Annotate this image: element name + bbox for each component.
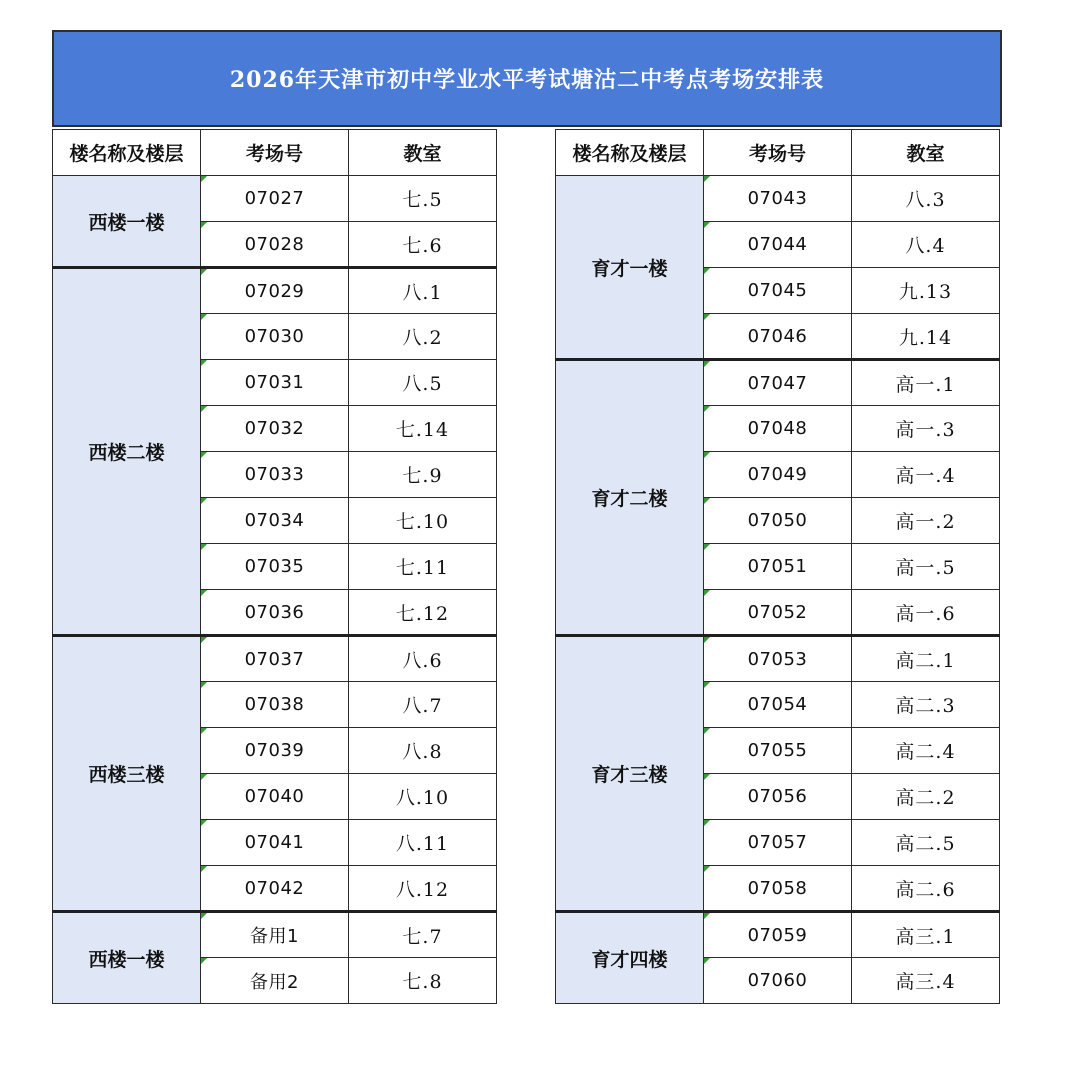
exam-room-cell	[704, 820, 852, 866]
exam-room-cell	[201, 774, 349, 820]
exam-room-cell	[704, 314, 852, 360]
exam-room-number: 07037	[244, 648, 305, 670]
exam-room-number: 07051	[747, 556, 808, 577]
classroom-cell: 七.5	[349, 176, 497, 222]
classroom-cell: 八.12	[349, 866, 497, 912]
classroom-cell: 七.8	[349, 958, 497, 1004]
building-floor-cell: 育才三楼	[556, 636, 704, 912]
cell-corner-marker	[704, 958, 710, 964]
exam-room-number: 07034	[244, 510, 305, 531]
building-floor-cell: 西楼一楼	[53, 912, 201, 1004]
exam-room-cell	[704, 866, 852, 912]
exam-room-cell	[201, 544, 349, 590]
classroom-cell: 七.14	[349, 406, 497, 452]
classroom-cell: 高一.4	[852, 452, 1000, 498]
exam-room-number: 07033	[244, 464, 305, 485]
exam-room-number: 07059	[747, 924, 808, 946]
exam-room-cell	[704, 406, 852, 452]
building-floor-cell: 育才二楼	[556, 360, 704, 636]
cell-corner-marker	[704, 774, 710, 780]
exam-room-cell	[704, 222, 852, 268]
exam-room-number: 07036	[244, 601, 305, 623]
building-floor-cell: 西楼二楼	[53, 268, 201, 636]
classroom-cell: 高一.3	[852, 406, 1000, 452]
exam-room-cell	[201, 590, 349, 636]
header-row	[53, 130, 497, 176]
cell-corner-marker	[704, 222, 710, 228]
exam-room-number: 07046	[747, 325, 808, 347]
exam-room-cell	[704, 176, 852, 222]
cell-corner-marker	[704, 406, 710, 412]
cell-corner-marker	[704, 590, 710, 596]
exam-room-number: 07027	[244, 188, 305, 209]
header-building: 楼名称及楼层	[53, 130, 201, 176]
classroom-cell: 七.11	[349, 544, 497, 590]
exam-room-number: 备用1	[250, 926, 299, 947]
classroom-cell: 高二.3	[852, 682, 1000, 728]
exam-room-cell	[201, 268, 349, 314]
exam-room-number: 07028	[244, 233, 305, 255]
classroom-cell: 七.12	[349, 590, 497, 636]
exam-room-number: 备用2	[250, 971, 299, 993]
exam-room-number: 07031	[244, 372, 305, 393]
cell-corner-marker	[201, 176, 207, 182]
exam-room-number: 07060	[747, 970, 808, 991]
exam-room-number: 07049	[747, 464, 808, 485]
cell-corner-marker	[201, 452, 207, 458]
cell-corner-marker	[704, 866, 710, 872]
exam-room-cell	[201, 912, 349, 958]
classroom-cell: 高二.4	[852, 728, 1000, 774]
exam-room-cell	[704, 590, 852, 636]
exam-room-number: 07055	[747, 740, 808, 761]
building-floor-cell: 西楼一楼	[53, 176, 201, 268]
exam-room-cell	[704, 452, 852, 498]
cell-corner-marker	[704, 361, 710, 367]
classroom-cell: 高二.6	[852, 866, 1000, 912]
exam-room-cell	[704, 774, 852, 820]
classroom-cell: 八.7	[349, 682, 497, 728]
classroom-cell: 七.9	[349, 452, 497, 498]
classroom-cell: 高一.2	[852, 498, 1000, 544]
exam-room-number: 07058	[747, 877, 808, 899]
classroom-cell: 八.6	[349, 636, 497, 682]
table-row	[556, 176, 1000, 222]
header-room: 考场号	[704, 130, 852, 176]
exam-room-cell	[704, 498, 852, 544]
exam-room-number: 07041	[244, 832, 305, 853]
exam-room-cell	[201, 866, 349, 912]
cell-corner-marker	[704, 314, 710, 320]
classroom-cell: 七.6	[349, 222, 497, 268]
cell-corner-marker	[704, 682, 710, 688]
cell-corner-marker	[201, 774, 207, 780]
classroom-cell: 高一.1	[852, 360, 1000, 406]
exam-room-number: 07035	[244, 556, 305, 577]
exam-room-number: 07042	[244, 877, 305, 899]
exam-room-number: 07038	[244, 694, 305, 715]
exam-room-number: 07045	[747, 280, 808, 301]
cell-corner-marker	[704, 637, 710, 643]
cell-corner-marker	[201, 820, 207, 826]
cell-corner-marker	[201, 498, 207, 504]
header-room: 考场号	[201, 130, 349, 176]
header-row	[556, 130, 1000, 176]
exam-room-cell	[201, 636, 349, 682]
exam-room-number: 07057	[747, 832, 808, 853]
right-table-body	[556, 176, 1000, 1004]
header-building: 楼名称及楼层	[556, 130, 704, 176]
classroom-cell: 八.4	[852, 222, 1000, 268]
exam-room-cell	[704, 728, 852, 774]
exam-room-cell	[201, 820, 349, 866]
cell-corner-marker	[201, 360, 207, 366]
classroom-cell: 八.1	[349, 268, 497, 314]
cell-corner-marker	[201, 728, 207, 734]
table-row	[556, 636, 1000, 682]
left-schedule-table	[52, 129, 497, 1004]
table-row	[53, 268, 497, 314]
exam-room-cell	[704, 636, 852, 682]
table-row	[53, 176, 497, 222]
classroom-cell: 高三.1	[852, 912, 1000, 958]
classroom-cell: 高三.4	[852, 958, 1000, 1004]
exam-room-cell	[201, 222, 349, 268]
exam-room-cell	[201, 728, 349, 774]
exam-room-cell	[201, 452, 349, 498]
exam-room-number: 07052	[747, 601, 808, 623]
exam-room-cell	[704, 958, 852, 1004]
exam-room-number: 07044	[747, 234, 808, 255]
building-floor-cell: 育才四楼	[556, 912, 704, 1004]
cell-corner-marker	[704, 498, 710, 504]
classroom-cell: 九.14	[852, 314, 1000, 360]
cell-corner-marker	[201, 222, 207, 228]
left-table-body	[53, 176, 497, 1004]
exam-room-number: 07043	[747, 188, 808, 209]
cell-corner-marker	[201, 269, 207, 275]
exam-room-number: 07032	[244, 418, 305, 439]
cell-corner-marker	[704, 913, 710, 919]
header-classroom: 教室	[349, 130, 497, 176]
building-floor-cell: 育才一楼	[556, 176, 704, 360]
exam-room-cell	[704, 682, 852, 728]
classroom-cell: 高一.5	[852, 544, 1000, 590]
table-row	[53, 912, 497, 958]
exam-room-number: 07050	[747, 510, 808, 531]
cell-corner-marker	[201, 406, 207, 412]
classroom-cell: 八.10	[349, 774, 497, 820]
exam-room-number: 07053	[747, 648, 808, 670]
cell-corner-marker	[704, 728, 710, 734]
exam-room-cell	[201, 360, 349, 406]
cell-corner-marker	[704, 452, 710, 458]
page-title: 2026年天津市初中学业水平考试塘沽二中考点考场安排表	[229, 67, 825, 93]
exam-room-cell	[704, 268, 852, 314]
exam-room-number: 07056	[747, 786, 808, 807]
cell-corner-marker	[201, 866, 207, 872]
classroom-cell: 八.3	[852, 176, 1000, 222]
exam-room-number: 07029	[244, 280, 305, 302]
classroom-cell: 八.11	[349, 820, 497, 866]
title-banner	[52, 30, 1002, 127]
classroom-cell: 高二.1	[852, 636, 1000, 682]
classroom-cell: 八.2	[349, 314, 497, 360]
classroom-cell: 八.5	[349, 360, 497, 406]
exam-room-cell	[201, 406, 349, 452]
exam-room-cell	[201, 682, 349, 728]
exam-room-cell	[704, 544, 852, 590]
classroom-cell: 高一.6	[852, 590, 1000, 636]
cell-corner-marker	[201, 913, 207, 919]
exam-room-cell	[704, 912, 852, 958]
classroom-cell: 九.13	[852, 268, 1000, 314]
cell-corner-marker	[704, 820, 710, 826]
exam-room-number: 07040	[244, 786, 305, 807]
cell-corner-marker	[704, 544, 710, 550]
cell-corner-marker	[201, 958, 207, 964]
exam-room-number: 07039	[244, 740, 305, 761]
classroom-cell: 高二.2	[852, 774, 1000, 820]
table-row	[556, 360, 1000, 406]
exam-room-number: 07054	[747, 694, 808, 715]
exam-room-number: 07048	[747, 418, 808, 439]
cell-corner-marker	[201, 590, 207, 596]
cell-corner-marker	[201, 682, 207, 688]
exam-room-number: 07047	[747, 372, 808, 394]
cell-corner-marker	[201, 637, 207, 643]
building-floor-cell: 西楼三楼	[53, 636, 201, 912]
exam-room-cell	[201, 314, 349, 360]
classroom-cell: 七.10	[349, 498, 497, 544]
exam-room-number: 07030	[244, 326, 305, 347]
classroom-cell: 高二.5	[852, 820, 1000, 866]
cell-corner-marker	[704, 268, 710, 274]
table-row	[53, 636, 497, 682]
exam-room-cell	[201, 958, 349, 1004]
cell-corner-marker	[704, 176, 710, 182]
classroom-cell: 八.8	[349, 728, 497, 774]
table-row	[556, 912, 1000, 958]
cell-corner-marker	[201, 314, 207, 320]
cell-corner-marker	[201, 544, 207, 550]
header-classroom: 教室	[852, 130, 1000, 176]
exam-room-cell	[704, 360, 852, 406]
exam-room-cell	[201, 498, 349, 544]
classroom-cell: 七.7	[349, 912, 497, 958]
exam-room-cell	[201, 176, 349, 222]
right-schedule-table	[555, 129, 1000, 1004]
